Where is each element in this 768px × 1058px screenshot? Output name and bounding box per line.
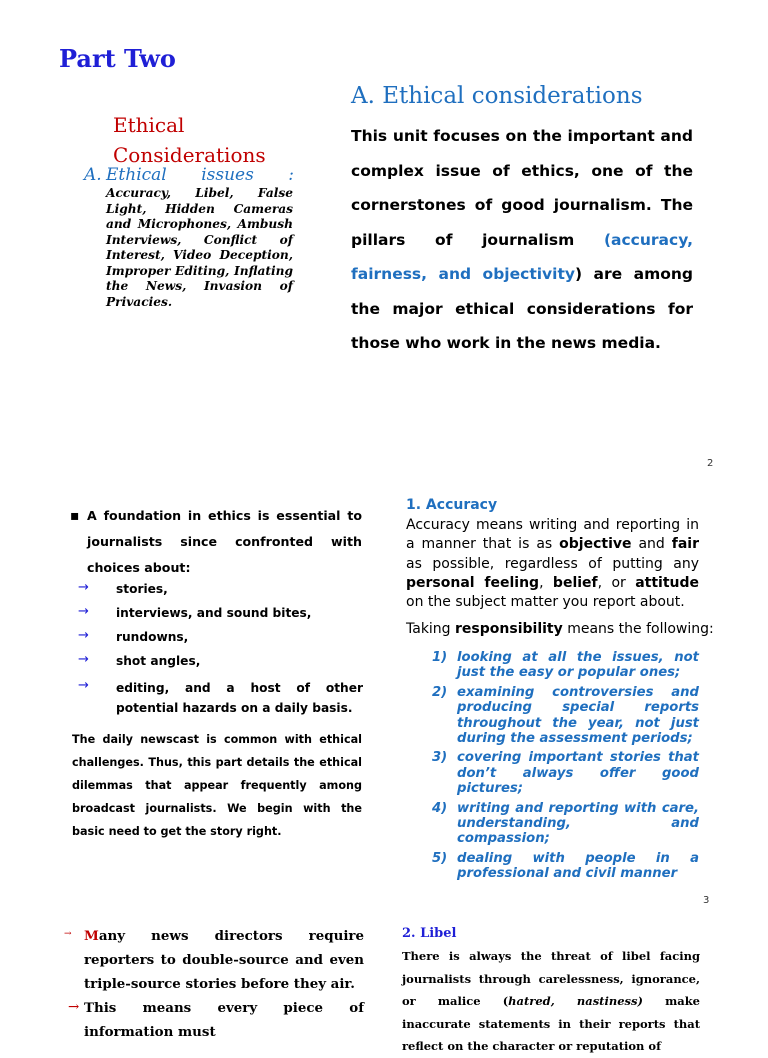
resp-text: Taking (406, 621, 456, 637)
unit-text-2: ) are among the major ethical considerations for those who work in the news media. (351, 265, 693, 352)
item-number: 3) (432, 750, 448, 766)
issues-colon: : (288, 165, 294, 185)
acc-text: on the subject matter you report about. (406, 594, 685, 611)
list-item (64, 996, 364, 1044)
square-bullet-icon: ▪ (70, 508, 80, 524)
ethics-title-line1: Ethical (113, 113, 185, 137)
accuracy-heading: 1. Accuracy (406, 497, 498, 513)
libel-italic: hatred, nastiness) (508, 994, 643, 1008)
part-title: Part Two (59, 44, 176, 73)
choices-list (78, 582, 363, 718)
list-item (78, 630, 363, 654)
accuracy-paragraph (406, 516, 699, 612)
item-text: writing and reporting with care, understanding, and compassion; (457, 800, 699, 847)
arrow-right-icon: → (68, 1000, 80, 1015)
list-item (78, 654, 363, 678)
list-item (78, 678, 363, 718)
issues-heading (84, 165, 294, 185)
arrow-right-icon: → (78, 604, 89, 619)
ethics-title (113, 110, 293, 170)
acc-bold: belief (552, 574, 598, 591)
choice-text: rundowns, (116, 630, 189, 644)
means-text: This means every piece of information must (84, 1000, 364, 1040)
issues-word2: issues (201, 165, 254, 185)
acc-text: Accuracy means writing and reporting in a manner that is as (406, 517, 699, 553)
acc-text: , (539, 574, 553, 591)
item-number: 5) (432, 850, 448, 866)
acc-bold: objective (559, 536, 632, 553)
issues-list: Accuracy, Libel, False Light, Hidden Cameras and Microphones, Ambush Interviews, Conflict of Interest, Video Deception, Improper Editing, Inflating the News, Invasion of Privacies. (106, 186, 293, 309)
list-item (432, 650, 699, 681)
responsibility-list (432, 650, 699, 886)
daily-paragraph: The daily newscast is common with ethical challenges. Thus, this part details the ethical dilemmas that appear frequently among broadcast journalists. We begin with the basic need to get the story right. (72, 733, 362, 838)
arrow-right-icon: → (78, 628, 89, 643)
list-item (432, 750, 699, 796)
libel-paragraph (402, 945, 700, 1058)
arrow-right-icon: → (78, 652, 89, 667)
item-number: 4) (432, 800, 448, 816)
many-paragraph (64, 924, 364, 1044)
item-number: 2) (432, 684, 448, 700)
many-text: any news directors require reporters to double-source and even triple-source stories before they air. (84, 928, 364, 992)
choice-text: interviews, and sound bites, (116, 606, 312, 620)
drop-letter: M (84, 928, 99, 944)
list-item (432, 851, 699, 882)
arrow-right-icon: → (64, 929, 72, 939)
acc-bold: personal feeling (406, 574, 540, 591)
list-item (64, 924, 364, 996)
unit-paragraph (351, 119, 693, 361)
list-item (432, 801, 699, 847)
acc-text: as possible, regardless of putting any (406, 555, 699, 572)
libel-heading: 2. Libel (402, 926, 457, 941)
item-number: 1) (432, 650, 448, 665)
issues-word1: Ethical (106, 165, 167, 185)
ethics-title-line2: Considerations (113, 143, 266, 167)
issues-prefix: A. (84, 165, 102, 185)
responsibility-intro (406, 621, 714, 637)
resp-bold: responsibility (455, 621, 563, 637)
list-item (78, 606, 363, 630)
item-text: dealing with people in a professional and civil manner (457, 850, 699, 882)
item-text: looking at all the issues, not just the easy or popular ones; (457, 650, 699, 681)
libel-text: make inaccurate statements in their reports that reflect on the character or reputation of (402, 994, 700, 1053)
foundation-paragraph (72, 503, 362, 581)
choice-text: shot angles, (116, 654, 201, 668)
acc-text: and (631, 536, 672, 553)
item-text: examining controversies and producing special reports throughout the year, not just during the assessment periods; (457, 684, 699, 747)
unit-text-1: This unit focuses on the important and complex issue of ethics, one of the cornerstones of good journalism. The pillars of journalism (351, 127, 693, 249)
list-item (78, 582, 363, 606)
resp-text: means the following: (562, 621, 714, 637)
page-number-3: 3 (703, 895, 710, 906)
arrow-right-icon: → (78, 678, 89, 693)
page-number-2: 2 (707, 458, 714, 469)
choice-text: editing, and a host of other potential hazards on a daily basis. (116, 681, 363, 715)
list-item (432, 685, 699, 747)
item-text: covering important stories that don’t always offer good pictures; (457, 750, 699, 797)
foundation-text: A foundation in ethics is essential to journalists since confronted with choices about: (87, 508, 362, 575)
section-heading: A. Ethical considerations (351, 83, 643, 109)
acc-bold: fair (671, 536, 699, 553)
acc-bold: attitude (635, 574, 699, 591)
choice-text: stories, (116, 582, 168, 596)
arrow-right-icon: → (78, 580, 89, 595)
acc-text: , or (597, 574, 636, 591)
libel-text: There is always the threat of libel facing journalists through carelessness, ignorance, or malice ( (402, 949, 700, 1008)
unit-text-highlight: (accuracy, fairness, and objectivity (351, 230, 693, 283)
